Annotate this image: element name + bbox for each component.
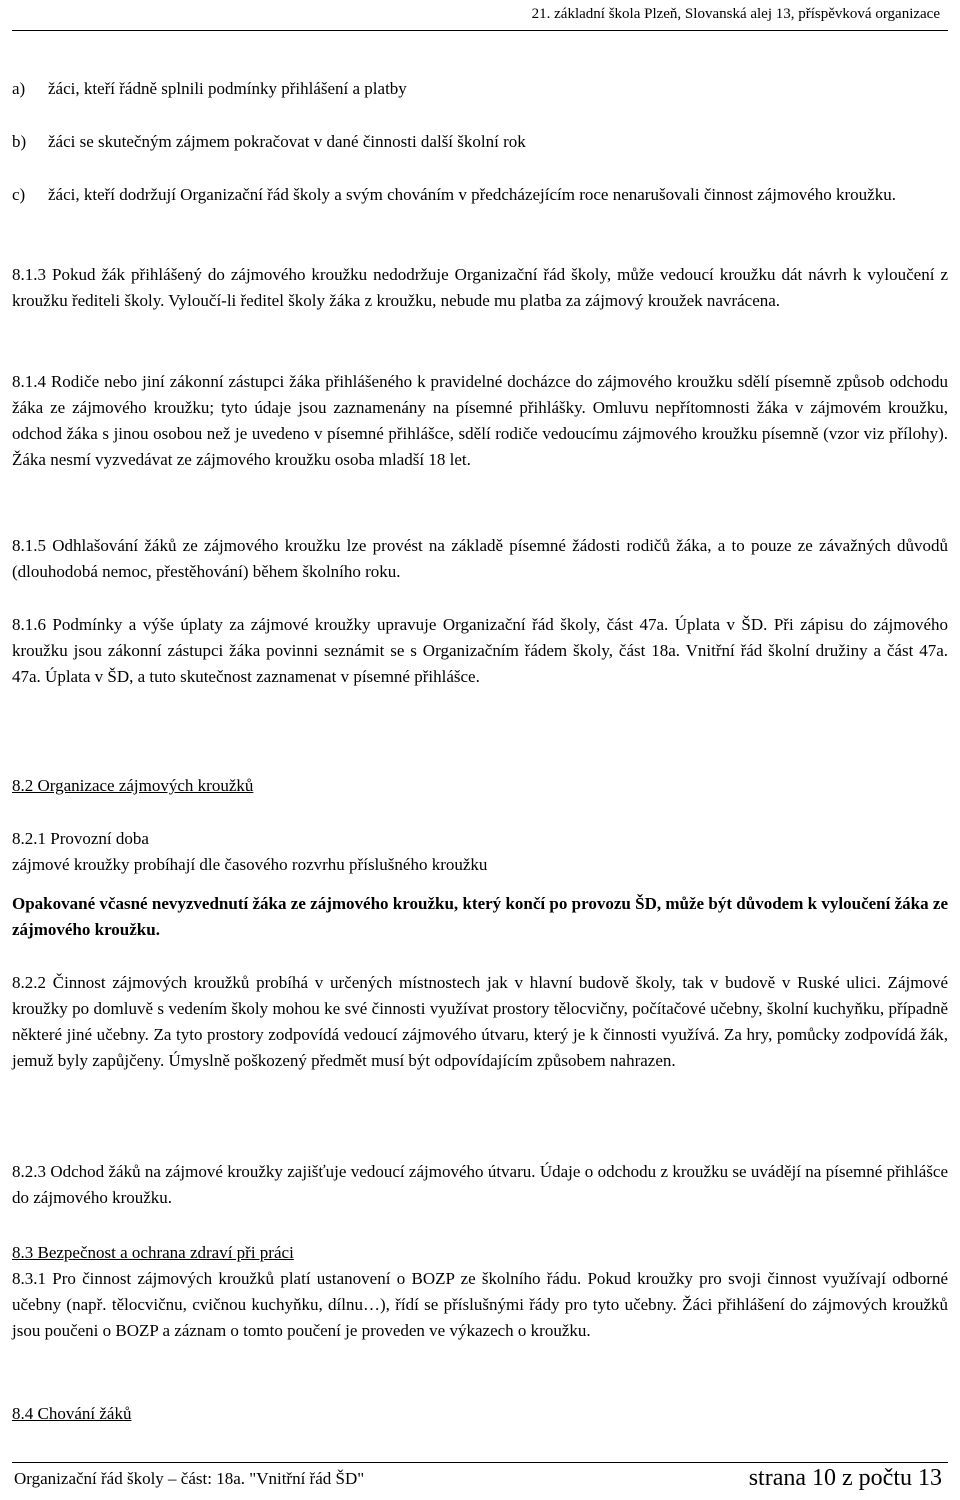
- section-heading-text: 8.2 Organizace zájmových kroužků: [12, 776, 254, 795]
- paragraph-8-1-4: 8.1.4 Rodiče nebo jiní zákonní zástupci žáka přihlášeného k pravidelné docházce do zájmového kroužku sdělí písemně způsob odchodu žáka ze zájmového kroužku; tyto údaje jsou zaznamenány na písemné přihlášky. Omluvu nepřítomnosti žáka v zájmovém kroužku, odchod žáka s jinou osobou než je uvedeno v písemné přihlášce, sdělí rodiče vedoucímu zájmového kroužku písemně (vzor viz přílohy). Žáka nesmí vyzvedávat ze zájmového kroužku osoba mladší 18 let.: [12, 372, 948, 469]
- section-heading-8-4: [12, 1401, 948, 1427]
- paragraph-8-1-5: 8.1.5 Odhlašování žáků ze zájmového kroužku lze provést na základě písemné žádosti rodičů žáka, a to pouze ze závažných důvodů (dlouhodobá nemoc, přestěhování) během školního roku.: [12, 536, 948, 581]
- list-item-b: [12, 129, 948, 155]
- list-label: b): [12, 132, 27, 151]
- paragraph-8-1-6: 8.1.6 Podmínky a výše úplaty za zájmové kroužky upravuje Organizační řád školy, část 47a. Úplata v ŠD. Při zápisu do zájmového kroužku jsou zákonní zástupci žáka povinni seznámit se s Organizačním řádem školy, část 18a. Vnitřní řád školní družiny a část 47a. 47a. Úplata v ŠD, a tuto skutečnost zaznamenat v písemné přihlášce.: [12, 615, 948, 686]
- section-heading-text: 8.4 Chování žáků: [12, 1404, 132, 1423]
- paragraph-8-3-1: 8.3.1 Pro činnost zájmových kroužků platí ustanovení o BOZP ze školního řádu. Pokud kroužky pro svoji činnost využívají odborné učebny (např. tělocvičnu, cvičnou kuchyňku, dílnu…), řídí se příslušnými řády pro tyto učebny. Žáci přihlášení do zájmových kroužků jsou poučeni o BOZP a záznam o tomto poučení je proveden ve výkazech o kroužku.: [12, 1269, 948, 1340]
- bold-notice: Opakované včasné nevyzvednutí žáka ze zájmového kroužku, který končí po provozu ŠD, může být důvodem k vyloučení žáka ze zájmového kroužku.: [12, 894, 948, 939]
- page-header: [12, 0, 948, 31]
- list-text: žáci se skutečným zájmem pokračovat v dané činnosti další školní rok: [48, 132, 526, 151]
- subsection-8-2-1: [12, 826, 948, 878]
- list-item-a: [12, 76, 948, 102]
- list-text: žáci, kteří řádně splnili podmínky přihlášení a platby: [48, 79, 407, 98]
- section-heading-text: 8.3 Bezpečnost a ochrana zdraví při práci: [12, 1243, 294, 1262]
- footer-page-number: strana 10 z počtu 13: [748, 1465, 942, 1491]
- footer-document-title: Organizační řád školy – část: 18a. "Vnitřní řád ŠD": [14, 1469, 365, 1488]
- paragraph-8-2-3: 8.2.3 Odchod žáků na zájmové kroužky zajišťuje vedoucí zájmového útvaru. Údaje o odchodu z kroužku se uvádějí na písemné přihlášce do zájmového kroužku.: [12, 1162, 948, 1207]
- list-label: a): [12, 79, 26, 98]
- header-school-name: 21. základní škola Plzeň, Slovanská alej 13, příspěvková organizace: [531, 6, 940, 22]
- subsection-text: zájmové kroužky probíhají dle časového rozvrhu příslušného kroužku: [12, 855, 488, 874]
- section-heading-8-2: [12, 773, 948, 799]
- list-label: c): [12, 185, 26, 204]
- page-footer: [12, 1462, 948, 1497]
- paragraph-8-1-3: 8.1.3 Pokud žák přihlášený do zájmového kroužku nedodržuje Organizační řád školy, může vedoucí kroužku dát návrh k vyloučení z kroužku řediteli školy. Vyloučí-li ředitel školy žáka z kroužku, nebude mu platba za zájmový kroužek navrácena.: [12, 265, 948, 310]
- section-heading-8-3: [12, 1240, 948, 1266]
- list-item-c: [12, 182, 948, 208]
- list-text: žáci, kteří dodržují Organizační řád školy a svým chováním v předcházejícím roce nenarušovali činnost zájmového kroužku.: [48, 185, 896, 204]
- paragraph-8-2-2: 8.2.2 Činnost zájmových kroužků probíhá v určených místnostech jak v hlavní budově školy, tak v budově v Ruské ulici. Zájmové kroužky po domluvě s vedením školy mohou ke své činnosti využívat prostory tělocvičny, počítačové učebny, školní kuchyňku, případně některé jiné učebny. Za tyto prostory zodpovídá vedoucí zájmového útvaru, který je k činnosti využívá. Za hry, pomůcky zodpovídá žák, jemuž byly zapůjčeny. Úmyslně poškozený předmět musí být odpovídajícím způsobem nahrazen.: [12, 973, 948, 1070]
- subsection-title: 8.2.1 Provozní doba: [12, 829, 149, 848]
